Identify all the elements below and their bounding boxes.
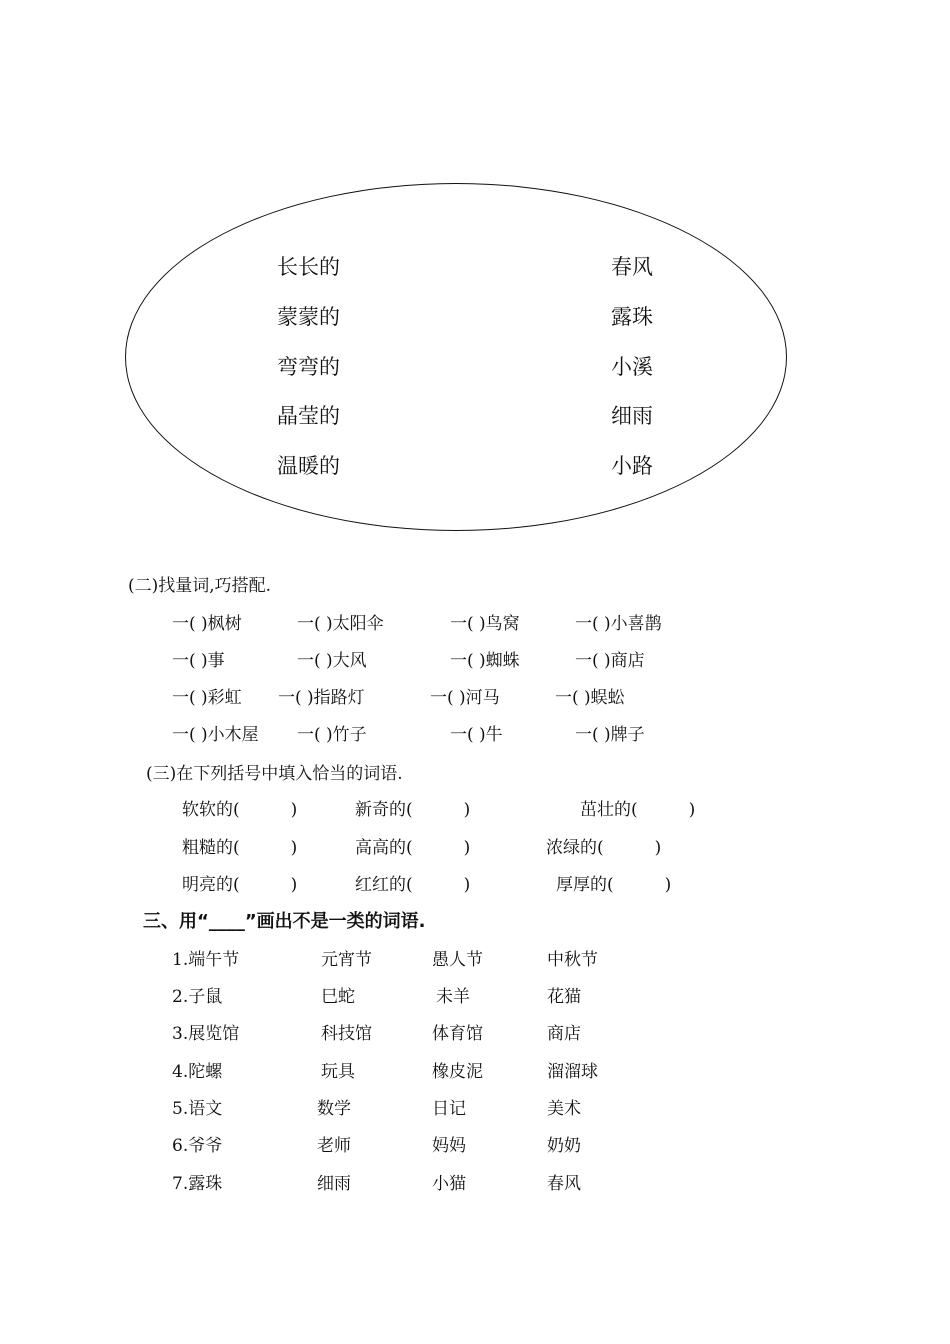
measure-item: 一( )枫树: [172, 614, 242, 634]
fill-item: 粗糙的( ): [182, 838, 298, 858]
measure-item: 一( )事: [172, 651, 225, 671]
measure-item: 一( )大风: [297, 651, 367, 671]
measure-item: 一( )牌子: [575, 725, 645, 745]
word-item: 老师: [317, 1136, 351, 1156]
section3-title: (三)在下列括号中填入恰当的词语.: [146, 764, 403, 784]
fill-item: 明亮的( ): [182, 875, 298, 895]
word-item: 7.露珠: [172, 1174, 223, 1194]
match-right-5: 小路: [611, 454, 653, 478]
word-item: 妈妈: [432, 1136, 466, 1156]
word-item: 愚人节: [432, 950, 483, 970]
word-item: 5.语文: [172, 1099, 223, 1119]
matching-ellipse: [125, 183, 787, 531]
measure-item: 一( )蜈蚣: [555, 688, 625, 708]
fill-item: 高高的( ): [355, 838, 471, 858]
fill-item: 红红的( ): [355, 875, 471, 895]
word-item: 科技馆: [321, 1024, 372, 1044]
match-left-1: 长长的: [277, 255, 340, 279]
word-item: 日记: [432, 1099, 466, 1119]
match-left-5: 温暖的: [277, 454, 340, 478]
word-item: 未羊: [436, 987, 470, 1007]
measure-item: 一( )指路灯: [278, 688, 365, 708]
word-item: 溜溜球: [547, 1062, 598, 1082]
word-item: 中秋节: [547, 950, 598, 970]
match-right-4: 细雨: [611, 404, 653, 428]
word-item: 元宵节: [321, 950, 372, 970]
part3-title: 三、用“____”画出不是一类的词语.: [143, 911, 426, 932]
word-item: 3.展览馆: [172, 1024, 240, 1044]
section2-title: (二)找量词,巧搭配.: [128, 576, 272, 596]
word-item: 4.陀螺: [172, 1062, 223, 1082]
word-item: 细雨: [317, 1174, 351, 1194]
word-item: 春风: [547, 1174, 581, 1194]
measure-item: 一( )小木屋: [172, 725, 259, 745]
word-item: 花猫: [547, 987, 581, 1007]
fill-item: 新奇的( ): [355, 800, 471, 820]
word-item: 橡皮泥: [432, 1062, 483, 1082]
measure-item: 一( )牛: [450, 725, 503, 745]
word-item: 巳蛇: [321, 987, 355, 1007]
word-item: 2.子鼠: [172, 987, 223, 1007]
fill-item: 浓绿的( ): [546, 838, 662, 858]
match-right-2: 露珠: [611, 305, 653, 329]
match-left-2: 蒙蒙的: [277, 305, 340, 329]
fill-item: 茁壮的( ): [580, 800, 696, 820]
measure-item: 一( )河马: [430, 688, 500, 708]
measure-item: 一( )鸟窝: [450, 614, 520, 634]
word-item: 商店: [547, 1024, 581, 1044]
word-item: 体育馆: [432, 1024, 483, 1044]
match-right-3: 小溪: [611, 355, 653, 379]
fill-item: 软软的( ): [182, 800, 298, 820]
word-item: 数学: [317, 1099, 351, 1119]
match-left-3: 弯弯的: [277, 355, 340, 379]
match-right-1: 春风: [611, 255, 653, 279]
measure-item: 一( )蜘蛛: [450, 651, 520, 671]
word-item: 6.爷爷: [172, 1136, 223, 1156]
measure-item: 一( )竹子: [297, 725, 367, 745]
fill-item: 厚厚的( ): [556, 875, 672, 895]
measure-item: 一( )商店: [575, 651, 645, 671]
word-item: 小猫: [432, 1174, 466, 1194]
measure-item: 一( )太阳伞: [297, 614, 384, 634]
word-item: 美术: [547, 1099, 581, 1119]
word-item: 1.端午节: [172, 950, 240, 970]
match-left-4: 晶莹的: [277, 404, 340, 428]
measure-item: 一( )小喜鹊: [575, 614, 662, 634]
word-item: 玩具: [321, 1062, 355, 1082]
measure-item: 一( )彩虹: [172, 688, 242, 708]
word-item: 奶奶: [547, 1136, 581, 1156]
